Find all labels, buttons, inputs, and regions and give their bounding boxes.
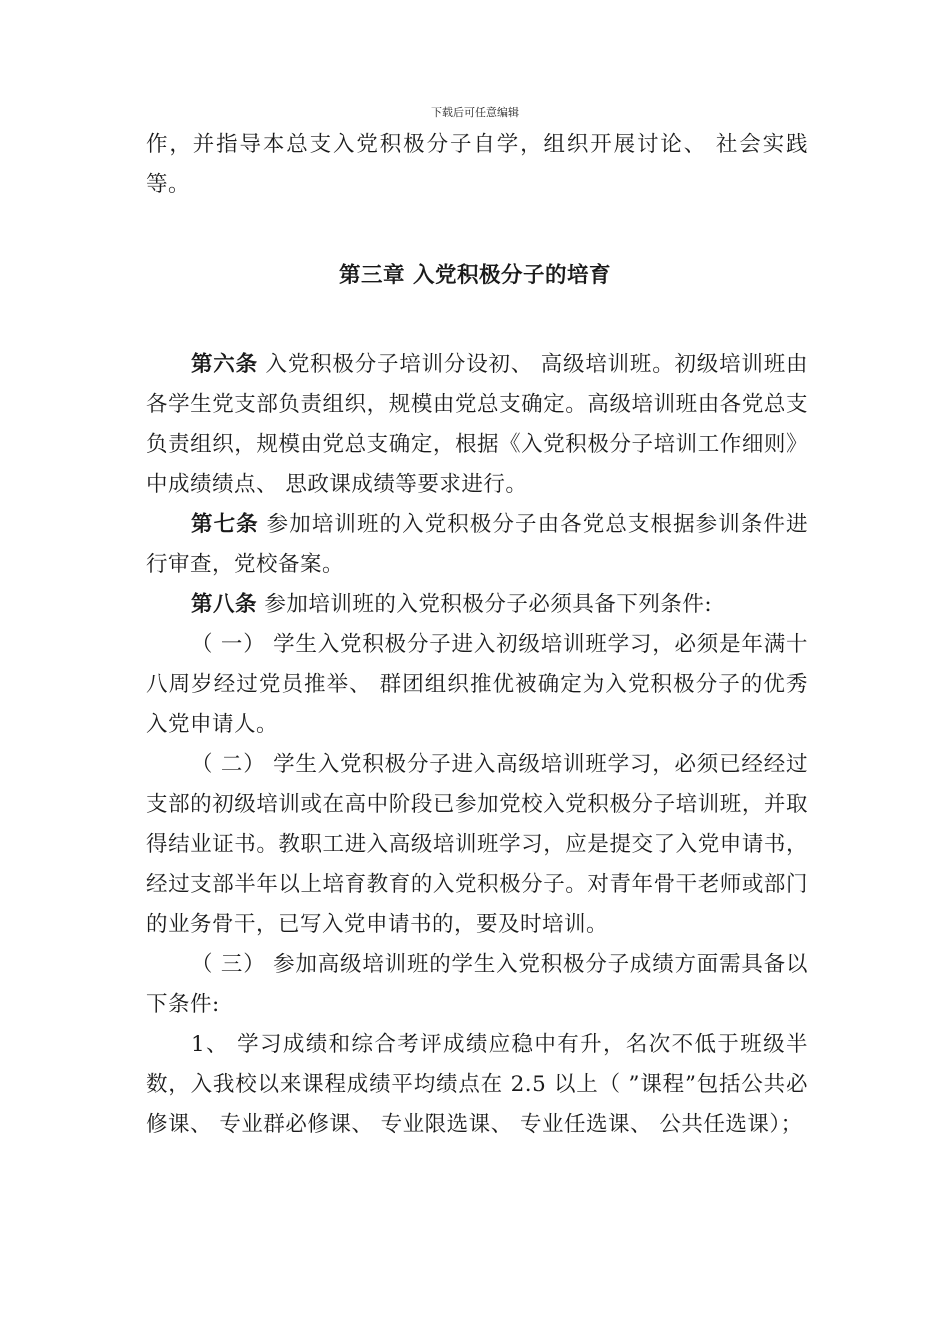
clause-1: （ 一） 学生入党积极分子进入初级培训班学习，必须是年满十八周岁经过党员推举、 群团组织推优被确定为入党积极分子的优秀入党申请人。 xyxy=(146,632,808,737)
intro-block xyxy=(146,125,808,205)
article-7-text: 参加培训班的入党积极分子由各党总支根据参训条件进行审查，党校备案。 xyxy=(146,512,808,577)
article-7 xyxy=(146,505,808,585)
article-6-text: 入党积极分子培训分设初、 高级培训班。初级培训班由各学生党支部负责组织，规模由党总支确定。高级培训班由各党总支负责组织，规模由党总支确定，根据《入党积极分子培训工作细则》中成绩绩点、 思政课成绩等要求进行。 xyxy=(146,352,808,497)
article-7-label: 第七条 xyxy=(191,512,259,537)
article-6-label: 第六条 xyxy=(191,352,258,377)
articles-block xyxy=(146,345,808,1145)
article-8-text: 参加培训班的入党积极分子必须具备下列条件: xyxy=(257,592,713,617)
article-6 xyxy=(146,345,808,505)
header-note: 下载后可任意编辑 xyxy=(431,106,519,119)
intro-paragraph: 作，并指导本总支入党积极分子自学，组织开展讨论、 社会实践等。 xyxy=(146,132,808,197)
article-8 xyxy=(146,585,808,625)
clause-3: （ 三） 参加高级培训班的学生入党积极分子成绩方面需具备以下条件: xyxy=(146,952,808,1017)
clause-3-item-1: 1、 学习成绩和综合考评成绩应稳中有升，名次不低于班级半数，入我校以来课程成绩平均绩点在 2.5 以上（ ”课程”包括公共必修课、 专业群必修课、 专业限选课、 专业任选课、 公共任选课）； xyxy=(146,1032,808,1137)
clause-2: （ 二） 学生入党积极分子进入高级培训班学习，必须已经经过支部的初级培训或在高中阶段已参加党校入党积极分子培训班，并取得结业证书。教职工进入高级培训班学习，应是提交了入党申请书，经过支部半年以上培育教育的入党积极分子。对青年骨干老师或部门的业务骨干，已写入党申请书的，要及时培训。 xyxy=(146,752,808,937)
chapter-title: 第三章 入党积极分子的培育 xyxy=(339,263,611,288)
article-8-label: 第八条 xyxy=(191,592,258,617)
